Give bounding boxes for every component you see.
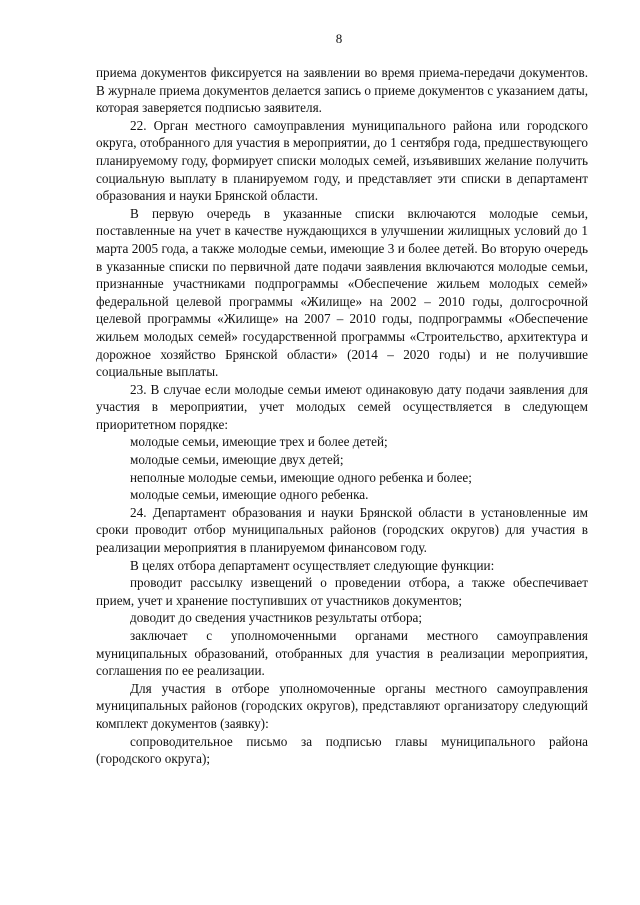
list-item: заключает с уполномоченными органами местного самоуправления муниципальных образований, отобранных для участия в реализации мероприятия, соглашения по ее реализации. bbox=[96, 628, 588, 679]
paragraph-intake-log: приема документов фиксируется на заявлении во время приема-передачи документов. В журнале приема документов делается запись о приеме документов с указанием даты, которая заверяется подписью заявителя. bbox=[96, 65, 588, 116]
document-page bbox=[96, 30, 588, 768]
page-number: 8 bbox=[335, 31, 343, 46]
list-item: неполные молодые семьи, имеющие одного ребенка и более; bbox=[130, 469, 472, 485]
list-item: молодые семьи, имеющие двух детей; bbox=[130, 452, 344, 468]
list-item: сопроводительное письмо за подписью главы муниципального района (городского округа); bbox=[96, 733, 588, 767]
list-item: молодые семьи, имеющие трех и более детей; bbox=[130, 434, 388, 450]
list-item: доводит до сведения участников результаты отбора; bbox=[130, 610, 423, 626]
paragraph-clause-22: 22. Орган местного самоуправления муниципального района или городского округа, отобранного для участия в мероприятии, до 1 сентября года, предшествующего планируемому году, формирует списки молодых семей, изъявивших желание получить социальную выплату в планируемом году, и представляет эти списки в департамент образования и науки Брянской области. bbox=[96, 117, 588, 204]
list-item: молодые семьи, имеющие одного ребенка. bbox=[130, 487, 369, 503]
paragraph-clause-24: 24. Департамент образования и науки Брянской области в установленные им сроки проводит отбор муниципальных районов (городских округов) для участия в реализации мероприятия в планируемом финансовом году. bbox=[96, 504, 588, 556]
list-item: проводит рассылку извещений о проведении отбора, а также обеспечивает прием, учет и хранение поступивших от участников документов; bbox=[96, 575, 588, 608]
paragraph-department-functions: В целях отбора департамент осуществляет следующие функции: bbox=[130, 557, 495, 573]
document-body bbox=[96, 64, 588, 768]
paragraph-application-package: Для участия в отборе уполномоченные органы местного самоуправления муниципальных районов (городских округов), представляют организатору следующий комплект документов (заявку): bbox=[96, 680, 588, 731]
paragraph-priority-order: В первую очередь в указанные списки включаются молодые семьи, поставленные на учет в качестве нуждающихся в улучшении жилищных условий до 1 марта 2005 года, а также молодые семьи, имеющие 3 и более детей. Во вторую очередь в указанные списки по первичной дате подачи заявления включаются молодые семьи, признанные участниками подпрограммы «Обеспечение жильем молодых семей» федеральной целевой программы «Жилище» на 2002 – 2010 годы, долгосрочной целевой программы «Жилище» на 2007 – 2010 годы, подпрограммы «Обеспечение жильем молодых семей» государственной программы «Строительство, архитектура и дорожное хозяйство Брянской области» (2014 – 2020 годы) и не получившие социальные выплаты. bbox=[96, 205, 588, 380]
paragraph-clause-23: 23. В случае если молодые семьи имеют одинаковую дату подачи заявления для участия в мероприятии, учет молодых семей осуществляется в следующем приоритетном порядке: bbox=[96, 381, 588, 432]
